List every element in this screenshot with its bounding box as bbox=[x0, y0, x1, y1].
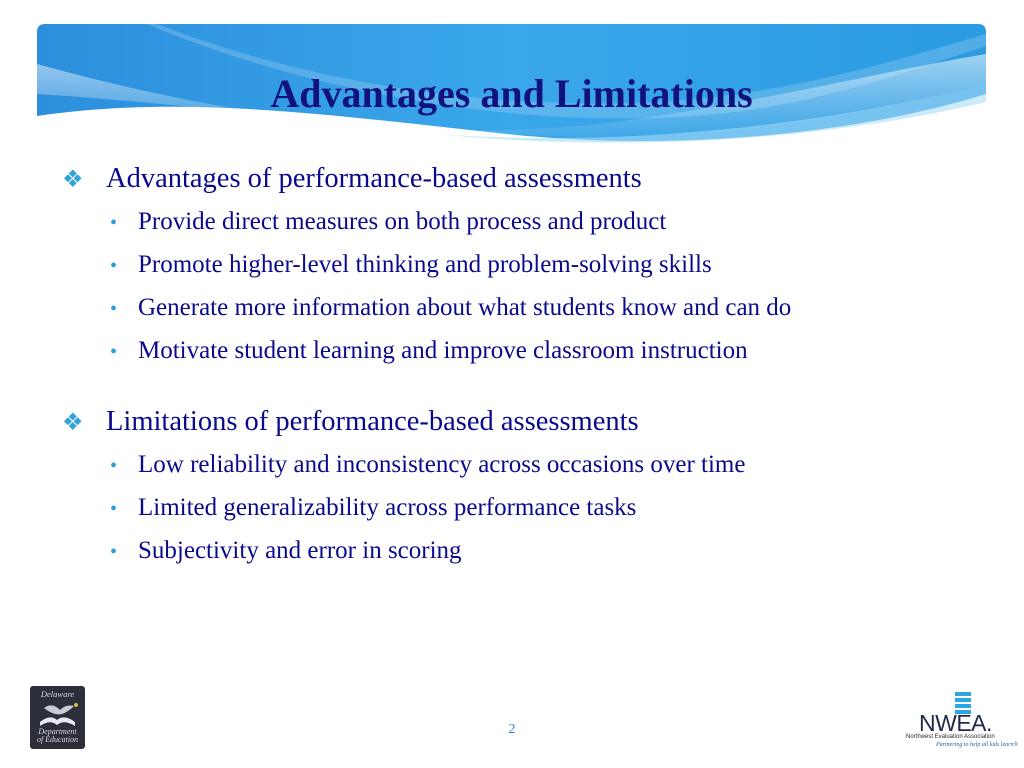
section-heading bbox=[62, 401, 992, 444]
diamond-bullet-icon: ❖ bbox=[62, 167, 84, 193]
list-item bbox=[110, 530, 992, 573]
slide-body bbox=[62, 158, 992, 573]
list-item-text: Low reliability and inconsistency across occasions over time bbox=[138, 451, 746, 478]
nwea-tagline: Partnering to help all kids learn® bbox=[936, 742, 1019, 748]
bullet-icon: • bbox=[110, 341, 118, 363]
bullet-icon: • bbox=[110, 498, 118, 520]
section-heading-text: Advantages of performance-based assessments bbox=[106, 163, 642, 194]
list-item bbox=[110, 330, 992, 373]
list-item bbox=[110, 201, 992, 244]
list-item-text: Provide direct measures on both process and product bbox=[138, 208, 667, 235]
bullet-icon: • bbox=[110, 212, 118, 234]
page-number: 2 bbox=[508, 722, 516, 737]
list-item bbox=[110, 244, 992, 287]
list-item-text: Promote higher-level thinking and problem-solving skills bbox=[138, 251, 712, 278]
list-item-text: Subjectivity and error in scoring bbox=[138, 537, 462, 564]
bullet-icon: • bbox=[110, 255, 118, 277]
list-item bbox=[110, 487, 992, 530]
logo-text-state: Delaware bbox=[40, 689, 75, 699]
list-item bbox=[110, 287, 992, 330]
nwea-wordmark: NWEA. bbox=[919, 710, 992, 736]
logo-text-edu: of Education bbox=[36, 735, 79, 744]
logo-text-dept: Department bbox=[38, 727, 77, 736]
nwea-subtitle: Northwest Evaluation Association bbox=[906, 734, 995, 740]
section-spacer bbox=[62, 373, 992, 401]
bullet-icon: • bbox=[110, 541, 118, 563]
slide-title: Advantages and Limitations bbox=[270, 71, 753, 116]
section-heading bbox=[62, 158, 992, 201]
list-item bbox=[110, 444, 992, 487]
list-item-text: Generate more information about what students know and can do bbox=[138, 294, 792, 321]
list-item-text: Motivate student learning and improve classroom instruction bbox=[138, 337, 748, 364]
bullet-icon: • bbox=[110, 455, 118, 477]
delaware-doe-logo bbox=[30, 686, 85, 749]
section-heading-text: Limitations of performance-based assessments bbox=[106, 406, 639, 437]
list-item-text: Limited generalizability across performance tasks bbox=[138, 494, 637, 521]
diamond-bullet-icon: ❖ bbox=[62, 410, 84, 436]
nwea-logo bbox=[900, 690, 1019, 752]
bullet-icon: • bbox=[110, 298, 118, 320]
